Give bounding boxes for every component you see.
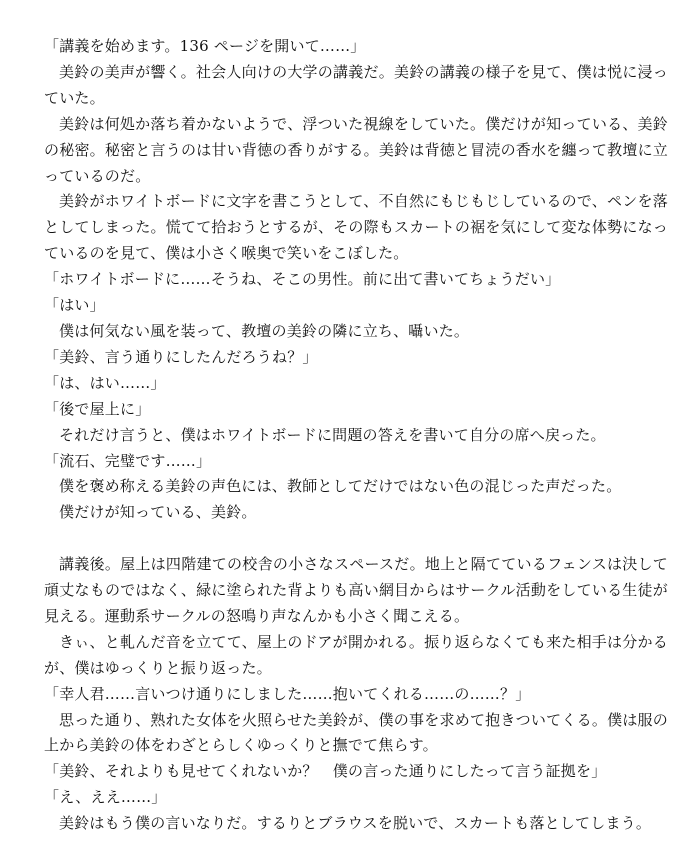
- paragraph: 美鈴の美声が響く。社会人向けの大学の講義だ。美鈴の講義の様子を見て、僕は悦に浸っていた。: [44, 62, 668, 107]
- paragraph: 思った通り、熟れた女体を火照らせた美鈴が、僕の事を求めて抱きついてくる。僕は服の上から美鈴の体をわざとらしくゆっくりと撫でて焦らす。: [44, 710, 668, 755]
- paragraph: 美鈴がホワイトボードに文字を書こうとして、不自然にもじもじしているので、ペンを落としてしまった。慌てて拾おうとするが、その際もスカートの裾を気にして変な体勢になっているのを見て、僕は小さく喉奥で笑いをこぼした。: [44, 192, 668, 263]
- paragraph: きぃ、と軋んだ音を立てて、屋上のドアが開かれる。振り返らなくても来た相手は分かるが、僕はゆっくりと振り返った。: [44, 632, 668, 677]
- dialogue-line: 「ホワイトボードに……そうね、そこの男性。前に出て書いてちょうだい」: [44, 270, 561, 289]
- dialogue-line: 「は、はい……」: [44, 373, 166, 392]
- dialogue-line: 「はい」: [44, 296, 105, 315]
- dialogue-line: 「美鈴、言う通りにしたんだろうね？」: [44, 347, 318, 366]
- paragraph: 僕を褒め称える美鈴の声色には、教師としてだけではない色の混じった声だった。: [59, 477, 622, 496]
- section-break: [44, 526, 668, 552]
- paragraph: それだけ言うと、僕はホワイトボードに問題の答えを書いて自分の席へ戻った。: [59, 425, 606, 444]
- dialogue-line: 「美鈴、それよりも見せてくれないか？ 僕の言った通りにしたって言う証拠を」: [44, 762, 607, 781]
- dialogue-line: 「え、ええ……」: [44, 788, 167, 807]
- paragraph: 美鈴は何処か落ち着かないようで、浮ついた視線をしていた。僕だけが知っている、美鈴の秘密。秘密と言うのは甘い背徳の香りがする。美鈴は背徳と冒涜の香水を纏って教壇に立っているのだ。: [44, 114, 668, 185]
- dialogue-line: 「後で屋上に」: [44, 399, 151, 418]
- paragraph: 美鈴はもう僕の言いなりだ。するりとブラウスを脱いで、スカートも落としてしまう。: [59, 814, 652, 833]
- dialogue-line: 「講義を始めます。136 ページを開いて……」: [44, 37, 366, 55]
- dialogue-line: 「流石、完璧です……」: [44, 451, 212, 470]
- paragraph: 講義後。屋上は四階建ての校舎の小さなスペースだ。地上と隔てているフェンスは決して頑丈なものではなく、緑に塗られた背よりも高い網目からはサークル活動をしている生徒が見える。運動系サークルの怒鳴り声なんかも小さく聞こえる。: [44, 555, 668, 625]
- paragraph: 僕は何気ない風を装って、教壇の美鈴の隣に立ち、囁いた。: [59, 321, 470, 340]
- paragraph: 僕だけが知っている、美鈴。: [59, 503, 257, 522]
- dialogue-line: 「幸人君……言いつけ通りにしました……抱いてくれる……の……？」: [44, 684, 531, 703]
- document-body: [44, 34, 668, 837]
